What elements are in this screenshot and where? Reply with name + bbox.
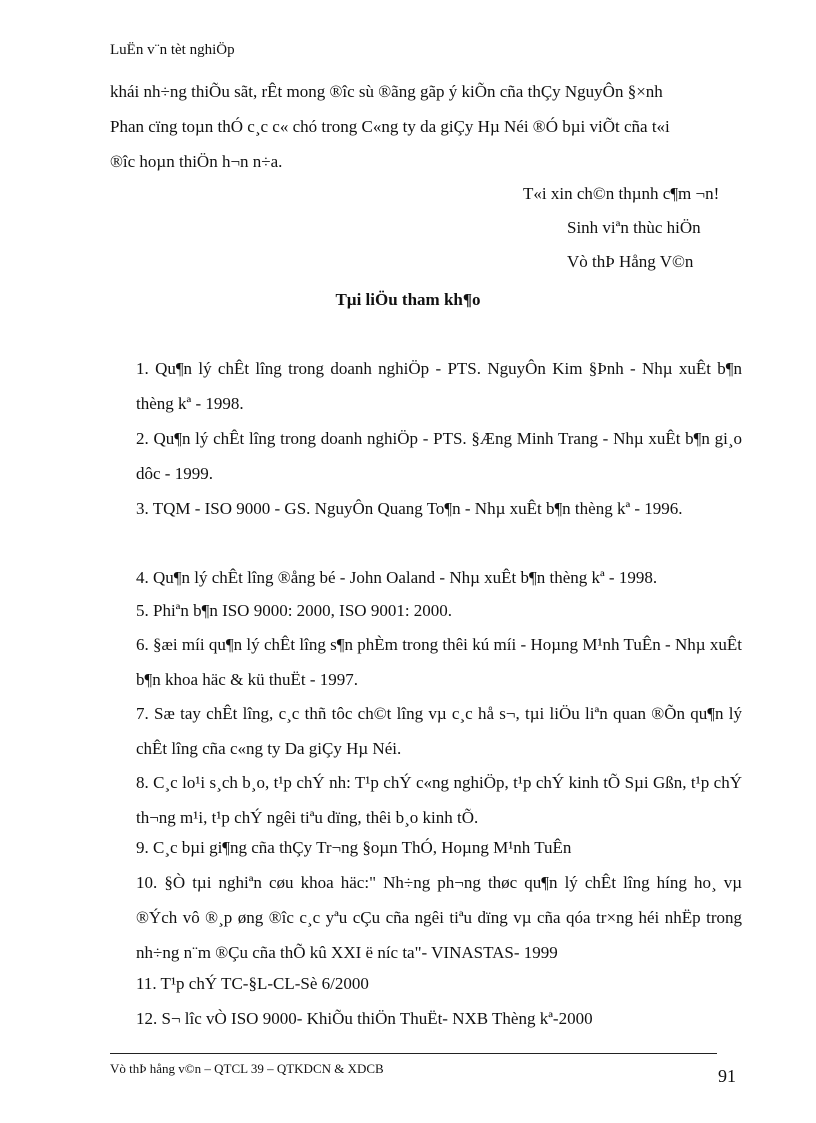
closing-line-3: ®îc hoµn thiÖn h¬n n÷a. — [110, 152, 283, 171]
closing-line-2: Phan cïng toµn thÓ c¸c c« chó trong C«ng ty da giÇy Hµ Néi ®Ó bµi viÕt cña t«i — [110, 117, 670, 136]
page-number: 91 — [718, 1066, 736, 1086]
closing-line-1: khái nh÷ng thiÕu sãt, rÊt mong ®îc sù ®ãng gãp ý kiÕn cña thÇy NguyÔn §×nh — [110, 82, 663, 101]
reference-item-9: 9. C¸c bµi gi¶ng cña thÇy Tr¬ng §oµn ThÓ, Hoµng M¹nh TuÊn — [136, 838, 572, 857]
reference-item-8: 8. C¸c lo¹i s¸ch b¸o, t¹p chÝ nh: T¹p chÝ c«ng nghiÖp, t¹p chÝ kinh tÕ Sµi Gßn, t¹p chÝ th¬ng m¹i, t¹p chÝ ngêi tiªu dïng, thêi b¸o kinh tÕ. — [136, 773, 742, 827]
reference-item-10: 10. §Ò tµi nghiªn cøu khoa häc:" Nh÷ng ph¬ng thøc qu¶n lý chÊt lîng híng ho¸ vµ ®Ých vô ®¸p øng ®îc c¸c yªu cÇu cña ngêi tiªu dïng vµ cña qóa tr×ng héi nhËp trong nh÷ng n¨m ®Çu cña thÕ kû XXI ë níc ta"- VINASTAS- 1999 — [136, 873, 742, 962]
reference-item-12: 12. S¬ lîc vÒ ISO 9000- KhiÕu thiÖn ThuËt- NXB Thèng kª-2000 — [136, 1009, 593, 1028]
signature-role: Sinh viªn thùc hiÖn — [567, 218, 701, 237]
running-header: LuËn v¨n tèt nghiÖp — [110, 42, 235, 58]
reference-item-3: 3. TQM - ISO 9000 - GS. NguyÔn Quang To¶n - Nhµ xuÊt b¶n thèng kª - 1996. — [136, 499, 683, 518]
reference-item-5: 5. Phiªn b¶n ISO 9000: 2000, ISO 9001: 2000. — [136, 601, 453, 620]
reference-item-7: 7. Sæ tay chÊt lîng, c¸c thñ tôc ch©t lîng vµ c¸c hå s¬, tµi liÖu liªn quan ®Õn qu¶n lý chÊt lîng cña c«ng ty Da giÇy Hµ Néi. — [136, 704, 742, 758]
footer-text: Vò thÞ hång v©n – QTCL 39 – QTKDCN & XDCB — [110, 1061, 384, 1076]
closing-thanks: T«i xin ch©n thµnh c¶m ¬n! — [523, 184, 720, 203]
signature-author: Vò thÞ Hång V©n — [567, 252, 694, 271]
reference-item-6: 6. §æi míi qu¶n lý chÊt lîng s¶n phÈm trong thêi kú míi - Hoµng M¹nh TuÊn - Nhµ xuÊt b¶n khoa häc & kü thuËt - 1997. — [136, 635, 742, 689]
reference-item-1: 1. Qu¶n lý chÊt lîng trong doanh nghiÖp - PTS. NguyÔn Kim §Þnh - Nhµ xuÊt b¶n thèng kª - 1998. — [136, 359, 742, 413]
reference-item-11: 11. T¹p chÝ TC-§L-CL-Sè 6/2000 — [136, 974, 369, 993]
reference-item-4: 4. Qu¶n lý chÊt lîng ®ång bé - John Oaland - Nhµ xuÊt b¶n thèng kª - 1998. — [136, 568, 658, 587]
footer-rule — [110, 1053, 717, 1054]
references-title: Tµi liÖu tham kh¶o — [335, 290, 481, 309]
reference-item-2: 2. Qu¶n lý chÊt lîng trong doanh nghiÖp - PTS. §Æng Minh Trang - Nhµ xuÊt b¶n gi¸o dôc - 1999. — [136, 429, 742, 483]
